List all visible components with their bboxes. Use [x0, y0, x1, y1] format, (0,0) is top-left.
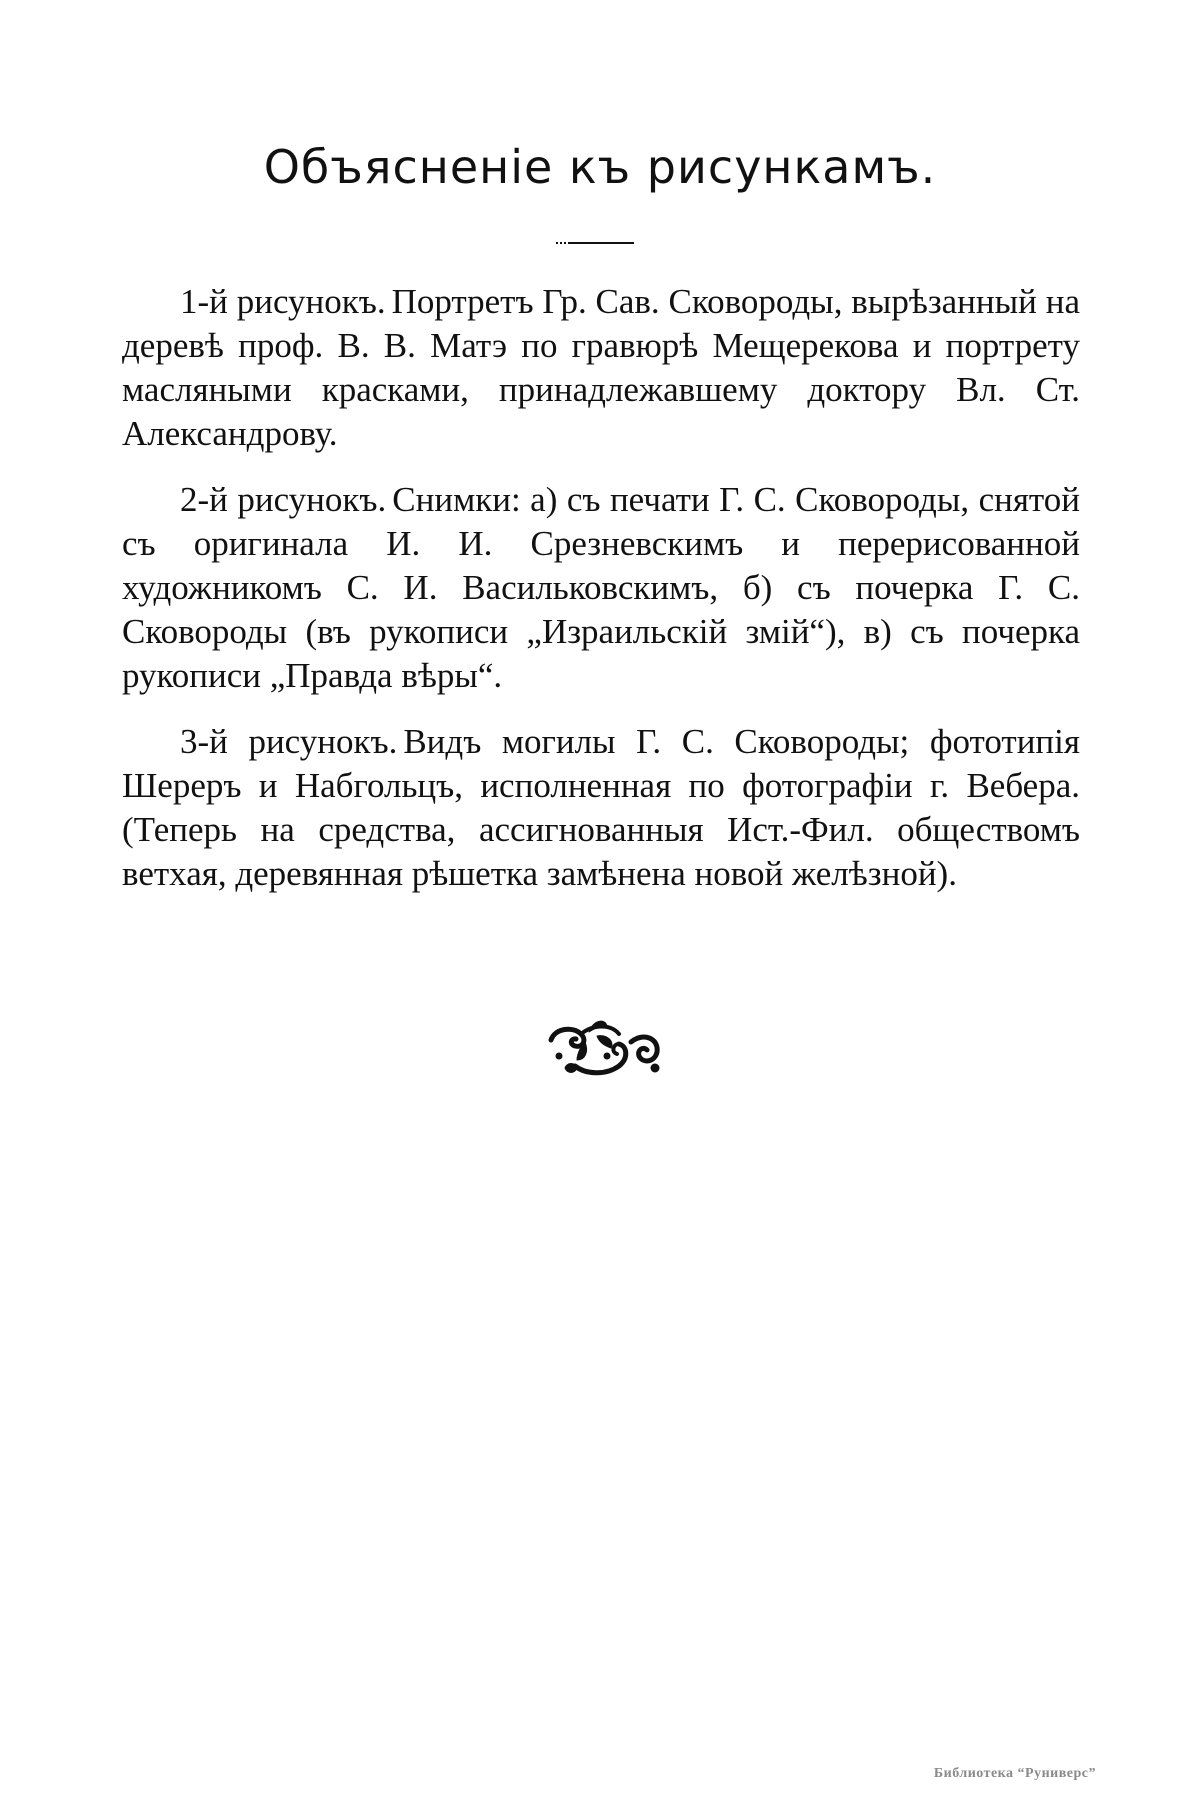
title-divider-dots [556, 242, 566, 244]
figure-entry-label: 3-й рисунокъ. [180, 722, 398, 761]
figure-entry-text: Снимки: а) съ печати Г. С. Сковороды, снятой съ оригинала И. И. Срезневскимъ и перерисованной художникомъ С. И. Васильковскимъ, б) съ почерка Г. С. Сковороды (въ рукописи „Израильскій змій“), в) съ почерка рукописи „Правда вѣры“. [122, 480, 1080, 695]
figure-entry-label: 2-й рисунокъ. [180, 480, 387, 519]
figure-entry-label: 1-й рисунокъ. [180, 282, 386, 321]
floral-ornament-icon [545, 1018, 665, 1084]
figure-explanations [122, 280, 1080, 918]
figure-entry-3 [122, 720, 1080, 896]
figure-entry-text: Видъ могилы Г. С. Сковороды; фототипія Шереръ и Набгольцъ, исполненная по фотографіи г. Вебера. (Теперь на средства, ассигнованныя Ист.-Фил. обществомъ ветхая, деревянная рѣшетка замѣнена новой желѣзной). [122, 722, 1080, 893]
figure-entry-2 [122, 478, 1080, 698]
library-credit: Библиотека “Руниверс” [933, 1766, 1096, 1781]
title-divider [568, 242, 634, 244]
figure-entry-text: Портретъ Гр. Сав. Сковороды, вырѣзанный на деревѣ проф. В. В. Матэ по гравюрѣ Мещерекова и портрету масляными красками, принадлежавшему доктору Вл. Ст. Александрову. [122, 282, 1080, 453]
page-title: Объясненіе къ рисункамъ. [263, 140, 937, 194]
figure-entry-1 [122, 280, 1080, 456]
